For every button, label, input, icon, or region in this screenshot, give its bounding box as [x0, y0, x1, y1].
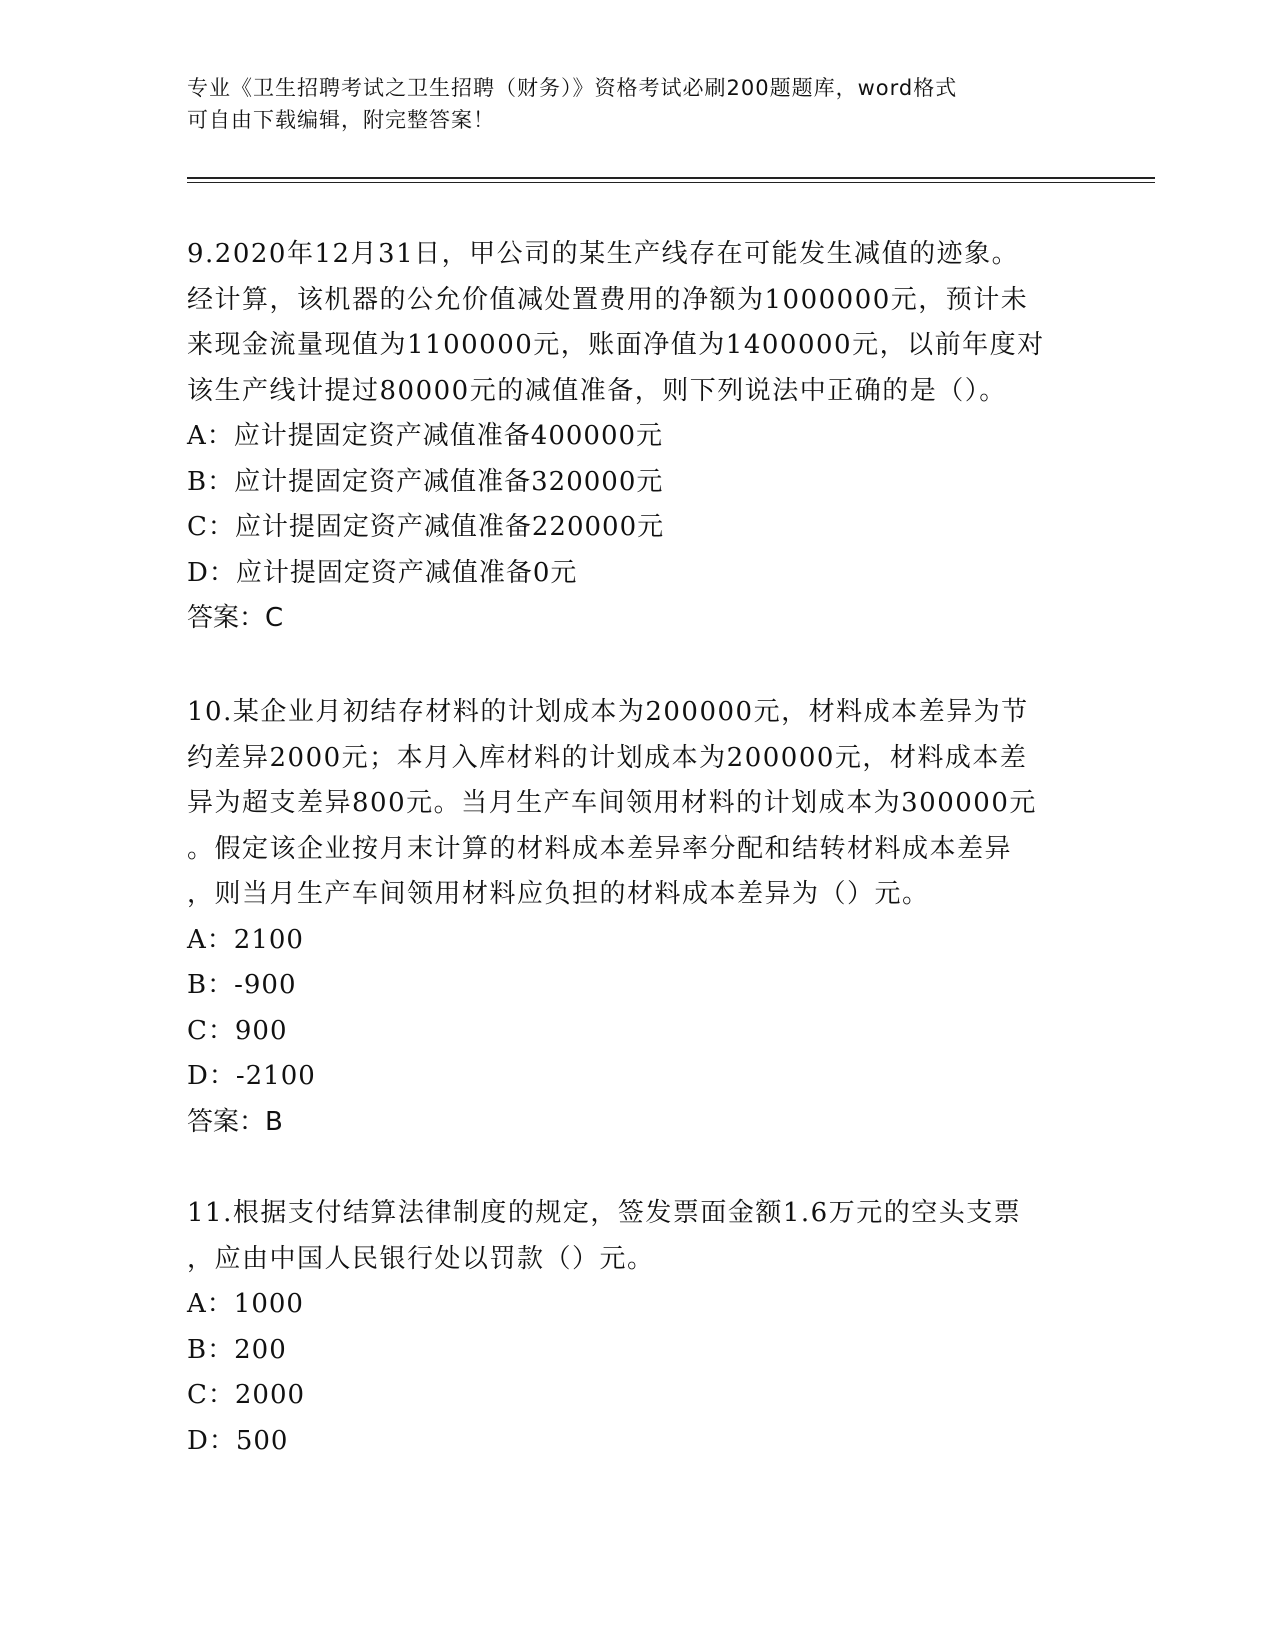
option-b: B：应计提固定资产减值准备320000元 [187, 466, 664, 497]
option-d: D：应计提固定资产减值准备0元 [187, 557, 578, 588]
question-stem-line: 来现金流量现值为1100000元，账面净值为1400000元，以前年度对 [187, 330, 1045, 360]
document-header [187, 72, 1067, 136]
option-d: D：500 [187, 1425, 289, 1456]
header-line-2: 可自由下载编辑，附完整答案！ [187, 108, 495, 132]
question-stem-line: 9.2020年12月31日，甲公司的某生产线存在可能发生减值的迹象。 [187, 239, 1020, 269]
option-a: A：1000 [187, 1289, 304, 1319]
question-stem-line: 。假定该企业按月末计算的材料成本差异率分配和结转材料成本差异 [187, 833, 1013, 864]
answer-label: 答案：B [187, 1106, 283, 1137]
option-c: C：2000 [187, 1380, 306, 1410]
question-stem-line: 约差异2000元；本月入库材料的计划成本为200000元，材料成本差 [187, 742, 1028, 773]
answer-label: 答案：C [187, 603, 284, 633]
question-stem-line: 异为超支差异800元。当月生产车间领用材料的计划成本为300000元 [187, 788, 1037, 818]
question-stem-line: 11.根据支付结算法律制度的规定，签发票面金额1.6万元的空头支票 [187, 1198, 1022, 1228]
option-c: C：应计提固定资产减值准备220000元 [187, 512, 665, 542]
question-9 [187, 232, 1077, 642]
question-11 [187, 1191, 1077, 1464]
option-a: A：应计提固定资产减值准备400000元 [187, 421, 664, 451]
question-stem-line: 经计算，该机器的公允价值减处置费用的净额为1000000元，预计未 [187, 284, 1029, 315]
question-stem-line: 10.某企业月初结存材料的计划成本为200000元，材料成本差异为节 [187, 697, 1029, 727]
header-divider-thick [187, 177, 1155, 179]
option-c: C：900 [187, 1015, 288, 1046]
option-d: D：-2100 [187, 1061, 316, 1091]
question-stem-line: 该生产线计提过80000元的减值准备，则下列说法中正确的是（）。 [187, 375, 1007, 406]
option-b: B：200 [187, 1334, 287, 1365]
question-stem-line: ，则当月生产车间领用材料应负担的材料成本差异为（）元。 [187, 879, 930, 909]
header-line-1: 专业《卫生招聘考试之卫生招聘（财务）》资格考试必刷200题题库，word格式 [187, 76, 958, 100]
header-divider-thin [187, 182, 1155, 183]
question-10 [187, 690, 1077, 1145]
option-b: B：-900 [187, 970, 297, 1000]
option-a: A：2100 [187, 924, 304, 955]
question-stem-line: ，应由中国人民银行处以罚款（）元。 [187, 1243, 655, 1274]
